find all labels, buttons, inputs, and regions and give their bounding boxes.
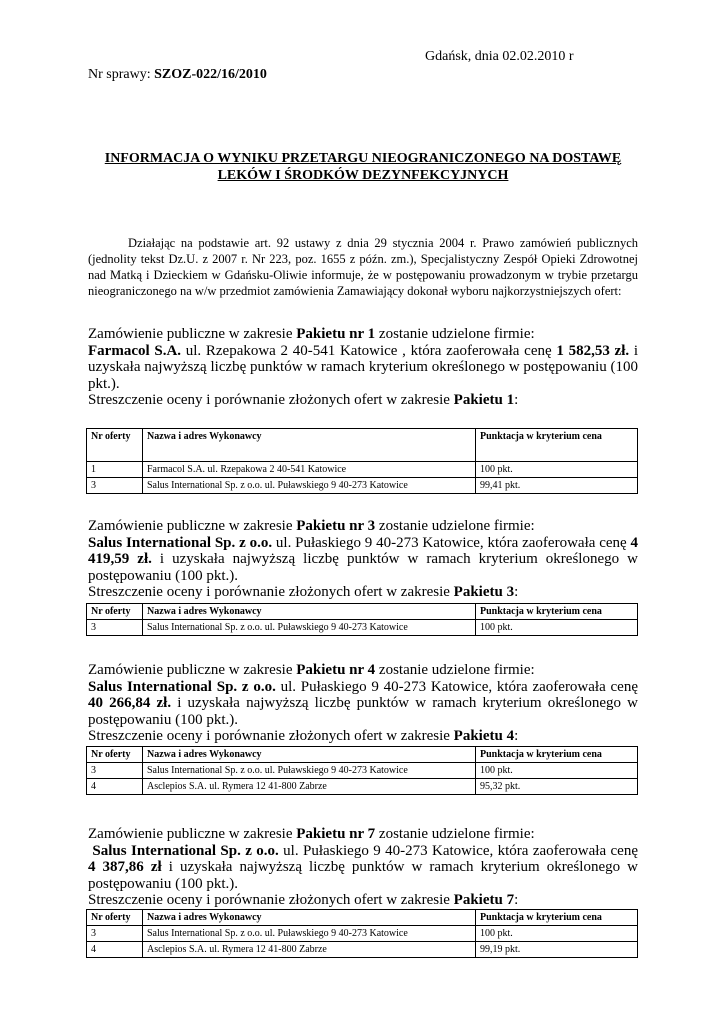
offers-table-3 <box>86 603 638 636</box>
row-no: 3 <box>87 763 143 779</box>
row-score: 100 pkt. <box>476 462 638 478</box>
row-score: 100 pkt. <box>476 763 638 779</box>
row-name: Farmacol S.A. ul. Rzepakowa 2 40-541 Katowice <box>143 462 476 478</box>
award-firm-line: Farmacol S.A. ul. Rzepakowa 2 40-541 Katowice , która zaoferowała cenę 1 582,53 zł. i uzyskała najwyższą liczbę punktów w ramach kryterium określonego w postępowaniu (100 pkt.). <box>88 342 639 392</box>
row-score: 100 pkt. <box>476 620 638 636</box>
row-name: Salus International Sp. z o.o. ul. Puławskiego 9 40-273 Katowice <box>143 926 476 942</box>
col-score-header: Punktacja w kryterium cena <box>476 604 638 620</box>
table-row <box>87 926 638 942</box>
row-name: Salus International Sp. z o.o. ul. Puławskiego 9 40-273 Katowice <box>143 763 476 779</box>
table-row <box>87 620 638 636</box>
intro-text: Działając na podstawie art. 92 ustawy z dnia 29 stycznia 2004 r. Prawo zamówień publicznych (jednolity tekst Dz.U. z 2007 r. Nr 223, poz. 1655 z późn. zm.), Specjalistyczny Zespół Opieki Zdrowotnej nad Matką i Dzieckiem w Gdańsku-Oliwie informuje, że w postępowaniu prowadzonym w trybie przetargu nieograniczonego na w/w przedmiot zamówienia Zamawiający dokonał wyboru najkorzystniejszych ofert: <box>88 236 638 298</box>
table-header-row <box>87 429 638 462</box>
award-line: Zamówienie publiczne w zakresie Pakietu nr 3 zostanie udzielone firmie: <box>88 518 535 534</box>
col-score-header: Punktacja w kryterium cena <box>476 747 638 763</box>
col-score-header: Punktacja w kryterium cena <box>476 429 638 462</box>
summary-line: Streszczenie oceny i porównanie złożonych ofert w zakresie Pakietu 7: <box>88 892 519 908</box>
row-no: 3 <box>87 620 143 636</box>
intro-paragraph <box>88 235 638 299</box>
row-name: Asclepios S.A. ul. Rymera 12 41-800 Zabrze <box>143 779 476 795</box>
document-title <box>88 150 638 184</box>
title-line-2: LEKÓW I ŚRODKÓW DEZYNFEKCYJNYCH <box>217 168 509 183</box>
col-no-header: Nr oferty <box>87 910 143 926</box>
col-score-header: Punktacja w kryterium cena <box>476 910 638 926</box>
table-row <box>87 478 638 494</box>
row-name: Salus International Sp. z o.o. ul. Puławskiego 9 40-273 Katowice <box>143 620 476 636</box>
case-number: SZOZ-022/16/2010 <box>154 67 267 82</box>
award-line: Zamówienie publiczne w zakresie Pakietu nr 7 zostanie udzielone firmie: <box>88 826 535 842</box>
offers-table-4 <box>86 746 638 795</box>
table-header-row <box>87 604 638 620</box>
row-score: 100 pkt. <box>476 926 638 942</box>
case-number-label: Nr sprawy: <box>88 67 155 82</box>
award-firm-line: Salus International Sp. z o.o. ul. Pułaskiego 9 40-273 Katowice, która zaoferowała cenę 4 419,59 zł. i uzyskała najwyższą liczbę punktów w ramach kryterium określonego w postępowaniu (100 pkt.). <box>88 534 639 584</box>
row-no: 4 <box>87 942 143 958</box>
row-no: 3 <box>87 478 143 494</box>
table-row <box>87 942 638 958</box>
award-section-1 <box>88 326 638 409</box>
row-no: 3 <box>87 926 143 942</box>
col-no-header: Nr oferty <box>87 429 143 462</box>
table-header-row <box>87 910 638 926</box>
award-section-4 <box>88 662 638 745</box>
row-no: 4 <box>87 779 143 795</box>
table-header-row <box>87 747 638 763</box>
col-no-header: Nr oferty <box>87 747 143 763</box>
table-row <box>87 779 638 795</box>
row-no: 1 <box>87 462 143 478</box>
summary-line: Streszczenie oceny i porównanie złożonych ofert w zakresie Pakietu 3: <box>88 584 519 600</box>
award-firm-line: Salus International Sp. z o.o. ul. Pułaskiego 9 40-273 Katowice, która zaoferowała cenę 4 387,86 zł i uzyskała najwyższą liczbę punktów w ramach kryterium określonego w postępowaniu (100 pkt.). <box>88 842 638 892</box>
col-name-header: Nazwa i adres Wykonawcy <box>143 604 476 620</box>
award-firm-line: Salus International Sp. z o.o. ul. Pułaskiego 9 40-273 Katowice, która zaoferowała cenę 40 266,84 zł. i uzyskała najwyższą liczbę punktów w ramach kryterium określonego w postępowaniu (100 pkt.). <box>88 678 638 728</box>
summary-line: Streszczenie oceny i porównanie złożonych ofert w zakresie Pakietu 1: <box>88 392 519 408</box>
case-number-line <box>88 67 267 83</box>
row-name: Salus International Sp. z o.o. ul. Puławskiego 9 40-273 Katowice <box>143 478 476 494</box>
document-date: Gdańsk, dnia 02.02.2010 r <box>425 49 574 64</box>
award-section-3 <box>88 518 638 601</box>
row-score: 99,41 pkt. <box>476 478 638 494</box>
col-name-header: Nazwa i adres Wykonawcy <box>143 747 476 763</box>
offers-table-7 <box>86 909 638 958</box>
row-score: 99,19 pkt. <box>476 942 638 958</box>
summary-line: Streszczenie oceny i porównanie złożonych ofert w zakresie Pakietu 4: <box>88 728 519 744</box>
row-score: 95,32 pkt. <box>476 779 638 795</box>
col-name-header: Nazwa i adres Wykonawcy <box>143 429 476 462</box>
offers-table-1 <box>86 428 638 494</box>
award-section-7 <box>88 826 638 909</box>
col-name-header: Nazwa i adres Wykonawcy <box>143 910 476 926</box>
table-row <box>87 763 638 779</box>
col-no-header: Nr oferty <box>87 604 143 620</box>
row-name: Asclepios S.A. ul. Rymera 12 41-800 Zabrze <box>143 942 476 958</box>
award-line: Zamówienie publiczne w zakresie Pakietu nr 4 zostanie udzielone firmie: <box>88 662 535 678</box>
award-line: Zamówienie publiczne w zakresie Pakietu nr 1 zostanie udzielone firmie: <box>88 326 535 342</box>
title-line-1: INFORMACJA O WYNIKU PRZETARGU NIEOGRANICZONEGO NA DOSTAWĘ <box>104 151 622 166</box>
table-row <box>87 462 638 478</box>
